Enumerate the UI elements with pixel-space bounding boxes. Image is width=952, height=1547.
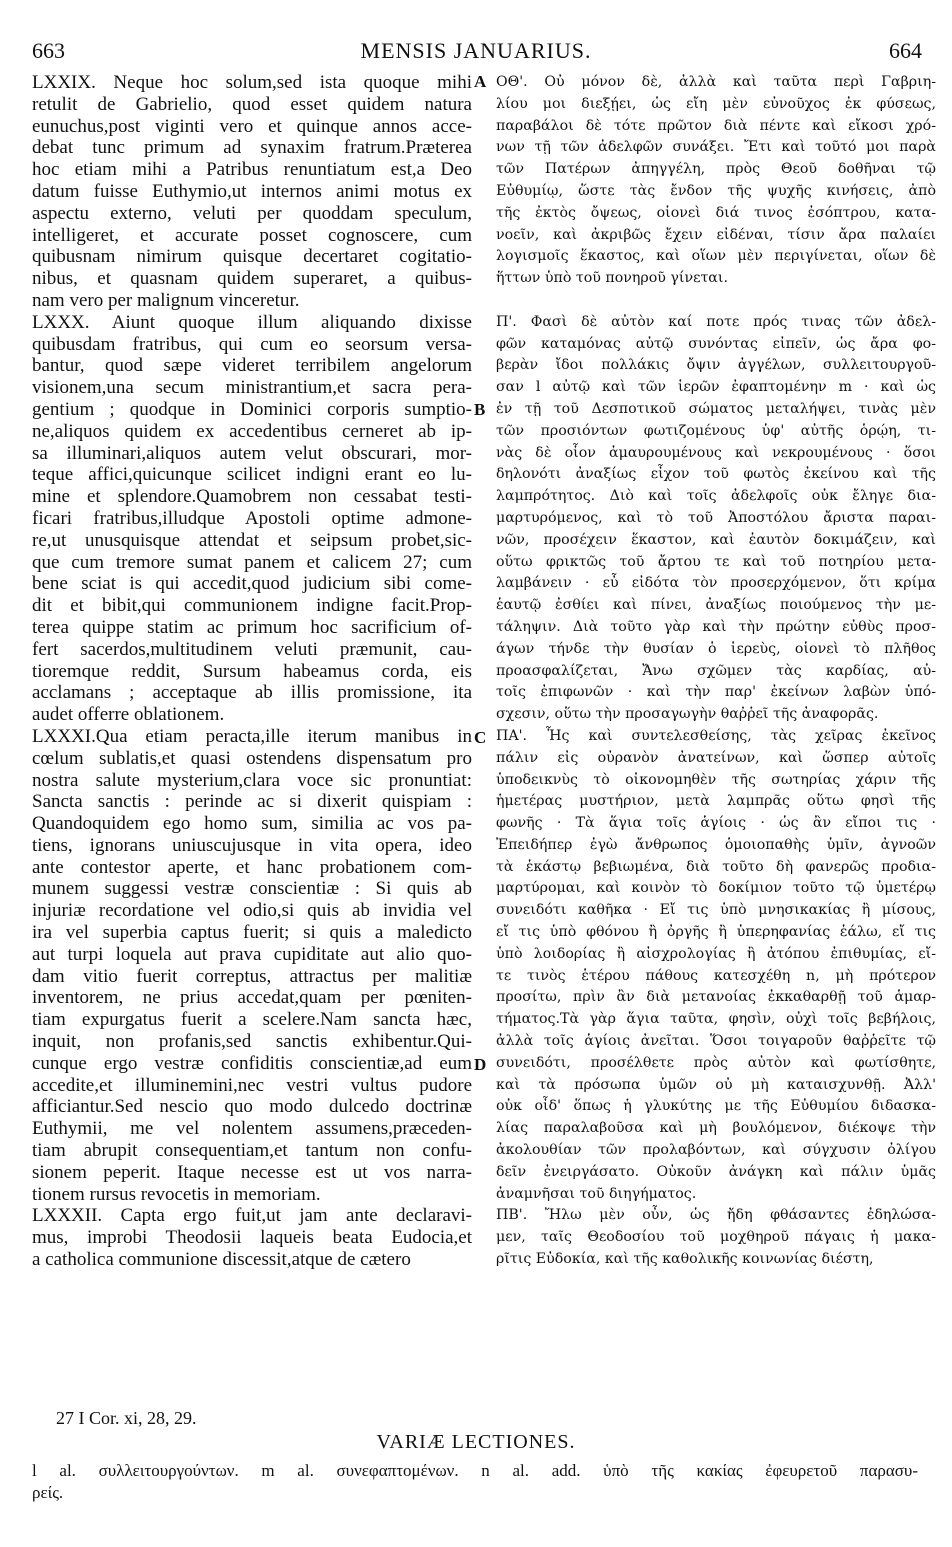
margin-letter-d: D (474, 1055, 487, 1074)
greek-text-line: δηλονότι ἀναξίως εἶχον τοῦ φωτὸς ἐκείνου καὶ τῆς (496, 466, 936, 483)
greek-text-line: λίου μοι διεξῄει, ὡς εἴη μὲν εὐνοῦχος ἐκ φύσεως, (496, 95, 936, 112)
latin-text-line: eunuchus,post viginti vero et quinque annos acce- (32, 115, 472, 137)
greek-text-line: προσίτω, πρὶν ἂν διὰ μετανοίας ἐκκαθαρθῇ τοῦ ἁμαρ- (496, 989, 936, 1006)
greek-text-line: ὑποδεικνὺς τὸ οἰκονομηθὲν τῆς σωτηρίας χάριν τῆς (496, 771, 936, 788)
latin-text-line: terea quippe statim ac primum hoc sacrificium of- (32, 616, 472, 638)
latin-text-line: re,ut unusquisque attendat et seipsum probet,sic- (32, 529, 472, 551)
latin-text-line: ira vel superbia captus fuerit; si quis a maledicto (32, 922, 472, 944)
greek-text-line: λαμπρότητος. Διὸ καὶ τοῖς ἀδελφοῖς οὐκ ἔληγε δια- (496, 488, 936, 505)
greek-column (496, 72, 936, 1271)
latin-text-line: aspectu externo, veluti per quoddam speculum, (32, 202, 472, 224)
greek-text-line: νων τῇ τῶν ἀδελφῶν συνάξει. Ἔτι καὶ τοῦτό μοι παρὰ (496, 139, 936, 156)
greek-text-line: τῶν Πατέρων ἀπηγγέλη, πρὸς Θεοῦ δοθῆναι τῷ (496, 161, 936, 178)
latin-text-line: acclamans ; acceptaque ab illis promissione, ita (32, 682, 472, 704)
greek-text-line: ἀναμνῆσαι τοῦ διηγήματος. (496, 1185, 697, 1202)
left-page-number: 663 (32, 38, 65, 63)
greek-text-line: μεν, ταῖς Θεοδοσίου τοῦ μοχθηροῦ πάγαις ἡ μακα- (496, 1229, 936, 1246)
greek-text-line: μαρτυρόμενος, καὶ τὸ τοῦ Ἀποστόλου ἄριστα παραι- (496, 509, 936, 526)
latin-text-line: inquit, non profanis,sed sanctis exhibentur.Qui- (32, 1031, 472, 1053)
latin-column (32, 72, 472, 1271)
margin-letter-b: B (474, 400, 486, 419)
latin-text-line: que cum tremore sumat panem et calicem 27; cum (32, 551, 472, 573)
latin-text-line: Sancta sanctis : perinde ac si dixerit quispiam : (32, 791, 472, 813)
greek-text-line: λαμβάνειν · εὖ εἰδότα τὸν προσερχόμενον, ὅτι κρίμα (496, 575, 936, 592)
variant-readings-line: l al. συλλειτουργούντων. m al. συνεφαπτομένων. n al. add. ὑπὸ τῆς κακίας ἐφευρετοῦ παρασυ- (32, 1461, 918, 1480)
greek-text-line: ἡμετέρας μυστήριον, μετὰ λαμπρᾶς οὕτω φησὶ τῆς (496, 793, 936, 810)
latin-text-line: tioremque reddit, Sursum habeamus corda, eis (32, 660, 472, 682)
latin-text-line: gentium ; quodque in Dominici corporis sumptio- (32, 398, 472, 420)
latin-text-line: sionem peperit. Itaque necesse est ut vos narra- (32, 1161, 472, 1183)
latin-text-line: munem suggessi vestræ conscientiæ : Si quis ab (32, 878, 472, 900)
latin-text-line: mine et splendore.Quamobrem non cessabat testi- (32, 486, 472, 508)
greek-text-line: παραβάλοι δὲ τότε πρῶτον διὰ πέντε καὶ εἴκοσι χρό- (496, 117, 936, 134)
greek-text-line: φωνῆς · Τὰ ἅγια τοῖς ἁγίοις · ὡς ἂν εἴποι τις · (496, 815, 936, 832)
greek-text-line: ΠΒ'. Ἤλω μὲν οὖν, ὡς ἤδη φθάσαντες ἐδηλώσα- (496, 1207, 936, 1224)
latin-text-line: nam vero per malignum vinceretur. (32, 289, 300, 311)
latin-text-line: nostra salute mysterium,clara voce sic pronuntiat: (32, 769, 472, 791)
greek-text-line: ἥττων ὑπὸ τοῦ πονηροῦ γίνεται. (496, 270, 728, 287)
greek-text-line: δεῖν ἐνειργάσατο. Οὐκοῦν ἀνάγκη καὶ πάλιν ὑμᾶς (496, 1163, 936, 1180)
latin-text-line: tiens, ignorans uniuscujusque in vita opera, ideo (32, 834, 472, 856)
latin-text-line: dit et bibit,qui communionem indigne facit.Prop- (32, 595, 472, 617)
latin-text-line: Quandoquidem ego homo sum, similia ac vos pa- (32, 813, 472, 835)
greek-text-line: Π'. Φασὶ δὲ αὐτὸν καί ποτε πρός τινας τῶν ἀδελ- (496, 313, 936, 330)
greek-text-line: σαν l αὐτῷ καὶ τῶν ἱερῶν ἐφαπτομένην m · καὶ ὡς (496, 379, 936, 396)
greek-text-line: τήματος.Τὰ γὰρ ἅγια ταῦτα, φησὶν, οὐχὶ τοῖς βεβήλοις, (496, 1011, 936, 1028)
latin-text-line: bene sciat is qui accedit,quod judicium sibi come- (32, 573, 472, 595)
greek-text-line: ΟΘ'. Οὐ μόνον δὲ, ἀλλὰ καὶ ταῦτα περὶ Γαβριη- (496, 74, 936, 90)
latin-text-line: hoc etiam mihi a Patribus renuntiatum est,a Deo (32, 159, 472, 181)
latin-text-line: audet offerre oblationem. (32, 704, 225, 726)
greek-text-line: ἐν τῇ τοῦ Δεσποτικοῦ σώματος μεταλήψει, τινὰς μὲν (496, 400, 936, 417)
latin-text-line: retulit de Gabrielio, quod esset quidem natura (32, 93, 472, 115)
greek-text-line: νὰς δὲ οἷον ἀμαυρουμένους καὶ νεκρουμένους · ὅσοι (496, 444, 936, 461)
latin-text-line: nibus, et quasnam quidem superaret, a quibus- (32, 268, 472, 290)
greek-text-line: νῶν, προσέχειν ἕκαστον, καὶ ἑαυτὸν δοκιμάζειν, καὶ (496, 531, 936, 548)
greek-text-line: καὶ τὰ πρόσωπα ὑμῶν οὐ μὴ καταισχυνθῇ. Ἀλλ' (496, 1076, 936, 1093)
latin-text-line: Euthymii, me vel nolentem assumens,præceden- (32, 1118, 472, 1140)
greek-text-line: λογισμοῖς ἕκαστος, καὶ οἵων μὲν περιγίνεται, οἵων δὲ (496, 248, 936, 265)
variant-readings-continuation: ρείς. (32, 1483, 64, 1502)
latin-text-line: accedite,et illuminemini,nec vestri vultus pudore (32, 1074, 472, 1096)
latin-text-line: visionem,una secum ministrantium,et sacra pera- (32, 377, 472, 399)
greek-text-line: οὐκ οἶδ' ὅπως ἡ γλυκύτης με τῆς Εὐθυμίου διδασκα- (496, 1098, 936, 1115)
greek-text-line: πάλιν εἰς οὐρανὸν ἀνατείνων, καὶ ὥσπερ αὐτοῖς (496, 749, 936, 766)
latin-text-line: ne,aliquos quidem ex accedentibus cerneret ab ip- (32, 420, 472, 442)
latin-text-line: ante contestor aperte, et hanc probationem com- (32, 856, 472, 878)
greek-text-line: τε τινὸς ἑτέρου πάθους κατεσχέθη n, μὴ πρότερον (496, 967, 936, 984)
greek-text-line: τῶν προσιόντων φωτιζομένους ὑφ' αὐτῆς ὁρῴη, τι- (496, 422, 936, 439)
greek-text-line: φῶν καταμόνας αὐτῷ συνόντας εἰπεῖν, ὡς ἄρα φο- (496, 335, 936, 352)
greek-text-line: εἴ τις ὑπὸ φθόνου ἢ ὀργῆς ἢ ὑπερηφανίας ἑάλω, εἴ τις (496, 924, 936, 941)
latin-text-line: fert sacerdos,multitudinem veluti præmunit, cau- (32, 638, 472, 660)
greek-text-line: ΠΑ'. Ἧς καὶ συντελεσθείσης, τὰς χεῖρας ἐκεῖνος (496, 727, 936, 744)
latin-text-line: LXXX. Aiunt quoque illum aliquando dixisse (32, 311, 472, 333)
greek-text-line: σχεσιν, οὕτω τὴν προσαγωγὴν θαῤῥεῖ τῆς ἀναφορᾶς. (496, 706, 879, 723)
latin-text-line: bantur, quod sæpe videret terribilem angelorum (32, 355, 472, 377)
greek-text-line: οὕτω φρικτῶς τοῦ ἄρτου τε καὶ τοῦ ποτηρίου μετα- (496, 553, 936, 570)
latin-text-line: cunque ergo vestræ confiditis conscientiæ,ad eum (32, 1052, 472, 1074)
latin-text-line: cœlum sublatis,et quasi ostendens dispensatum pro (32, 747, 472, 769)
scripture-footnote: 27 I Cor. xi, 28, 29. (56, 1408, 197, 1428)
greek-text-line: Ἐπειδήπερ ἐγὼ ἄνθρωπος ὁμοιοπαθὴς ὑμῖν, ἀγνοῶν (496, 836, 936, 853)
greek-text-line: ὑπὸ λοιδορίας ἢ αἰσχρολογίας ἢ ἀτόπου ἐπιθυμίας, εἴ- (496, 945, 936, 962)
greek-text-line: τάληψιν. Διὰ τοῦτο γὰρ καὶ τὴν πρώτην εὐθὺς προσ- (496, 618, 936, 635)
greek-text-line: τὰ ἑκάστῳ βεβιωμένα, διὰ τοῦτο δὴ φανερῶς προδια- (496, 858, 936, 875)
greek-text-line: ἀκολουθίαν τῶν προλαβόντων, καὶ σύγχυσιν ὀλίγου (496, 1142, 936, 1159)
greek-text-line: προασφαλίζεται, Ἄνω σχῶμεν τὰς καρδίας, αὐ- (496, 662, 936, 679)
greek-text-line: Εὐθυμίῳ, ὥστε τὰς ἔνδον τῆς ψυχῆς κινήσεις, ἀπὸ (496, 182, 936, 199)
greek-text-line: ρῖτις Εὐδοκία, καὶ τῆς καθολικῆς κοινωνίας διέστη, (496, 1251, 874, 1268)
latin-text-line: ficari fratribus,illudque Apostoli optime admone- (32, 507, 472, 529)
right-page-number: 664 (889, 38, 922, 63)
greek-text-line: τοῖς ἐπιφωνῶν · καὶ τὴν παρ' ἐκείνων λαβὼν ὑπό- (496, 684, 936, 701)
greek-text-line: ἀλλὰ τοῖς ἁγίοις ἀνεῖται. Ὅσοι τοιγαροῦν θαῤῥεῖτε τῷ (496, 1033, 936, 1050)
greek-text-line: ἑαυτῷ ἐσθίει καὶ πίνει, ἀναξίως ποιούμενος τὴν με- (496, 597, 936, 614)
latin-text-line: tionem rursus revocetis in memoriam. (32, 1183, 321, 1205)
latin-text-line: datum fuisse Euthymio,ut internos animi motus ex (32, 180, 472, 202)
latin-text-line: quibusnam nimirum quisque decertaret cogitatio- (32, 246, 472, 268)
latin-text-line: injuriæ recordatione vel odio,si quis ab invidia vel (32, 900, 472, 922)
latin-text-line: debat tunc primum ad synaxim fratrum.Præterea (32, 137, 472, 159)
latin-text-line: quibusdam fratribus, qui cum eo seorsum versa- (32, 333, 472, 355)
latin-text-line: inventorem, ne prius accedat,quam per pœniten- (32, 987, 472, 1009)
greek-text-line: μαρτύρομαι, καὶ κοινὸν τὸ δοκίμιον τοῦτο τῷ ὑμετέρῳ (496, 880, 936, 897)
latin-text-line: afficiantur.Sed nescio quo modo dulcedo doctrinæ (32, 1096, 472, 1118)
latin-text-line: teque affici,quicunque scilicet indigni erant eo lu- (32, 464, 472, 486)
greek-text-line: συνειδότι, προσέλθετε πρὸς αὐτὸν καὶ φωτίσθητε, (496, 1054, 936, 1071)
latin-text-line: dam vitio fuerit correptus, attractus per malitiæ (32, 965, 472, 987)
latin-text-line: a catholica communione discessit,atque de cætero (32, 1249, 411, 1271)
latin-text-line: LXXXI.Qua etiam peracta,ille iterum manibus in (32, 725, 472, 747)
greek-text-line (496, 290, 936, 312)
latin-text-line: intelligeret, et accurate posset cognoscere, cum (32, 224, 472, 246)
latin-text-line: tiam abrupit consequentiam,et tantum non confu- (32, 1140, 472, 1162)
greek-text-line: λίας παραλαβοῦσα καὶ μὴ βουλόμενον, διέκοψε τὴν (496, 1120, 936, 1137)
margin-letter-a: A (474, 72, 487, 91)
latin-text-line: tiam expurgatus fuerit a scelere.Nam sancta hæc, (32, 1009, 472, 1031)
latin-text-line: sa illuminari,aliquos autem velut obscurari, mor- (32, 442, 472, 464)
margin-letter-c: C (474, 728, 487, 747)
greek-text-line: άγων τήνδε τὴν θυσίαν ὁ ἱερεὺς, οἱονεὶ τὸ πλῆθος (496, 640, 936, 657)
latin-text-line: LXXXII. Capta ergo fuit,ut jam ante declaravi- (32, 1205, 472, 1227)
latin-text-line: mus, improbi Theodosii laqueis beata Eudocia,et (32, 1227, 472, 1249)
greek-text-line: νοεῖν, καὶ ἀκριβῶς ἔχειν εἰδέναι, τίσιν ἄρα παλαίει (496, 226, 936, 243)
greek-text-line: βερὰν ἴδοι πολλάκις ὄψιν ἀγγέλων, συλλειτουργοῦ- (496, 357, 936, 374)
latin-text-line: LXXIX. Neque hoc solum,sed ista quoque mihi (32, 72, 472, 93)
running-title: MENSIS JANUARIUS. (360, 38, 592, 63)
variae-lectiones-title: VARIÆ LECTIONES. (376, 1431, 576, 1453)
greek-text-line: συνειδότι καθῆκα · Εἴ τις ὑπὸ μνησικακίας ἢ μίσους, (496, 902, 936, 919)
latin-text-line: aut turpi loquela aut prava cupiditate aut alio quo- (32, 943, 472, 965)
greek-text-line: τῆς ἐκτὸς ὄψεως, οἱονεὶ διά τινος ἐσόπτρου, κατα- (496, 204, 936, 221)
